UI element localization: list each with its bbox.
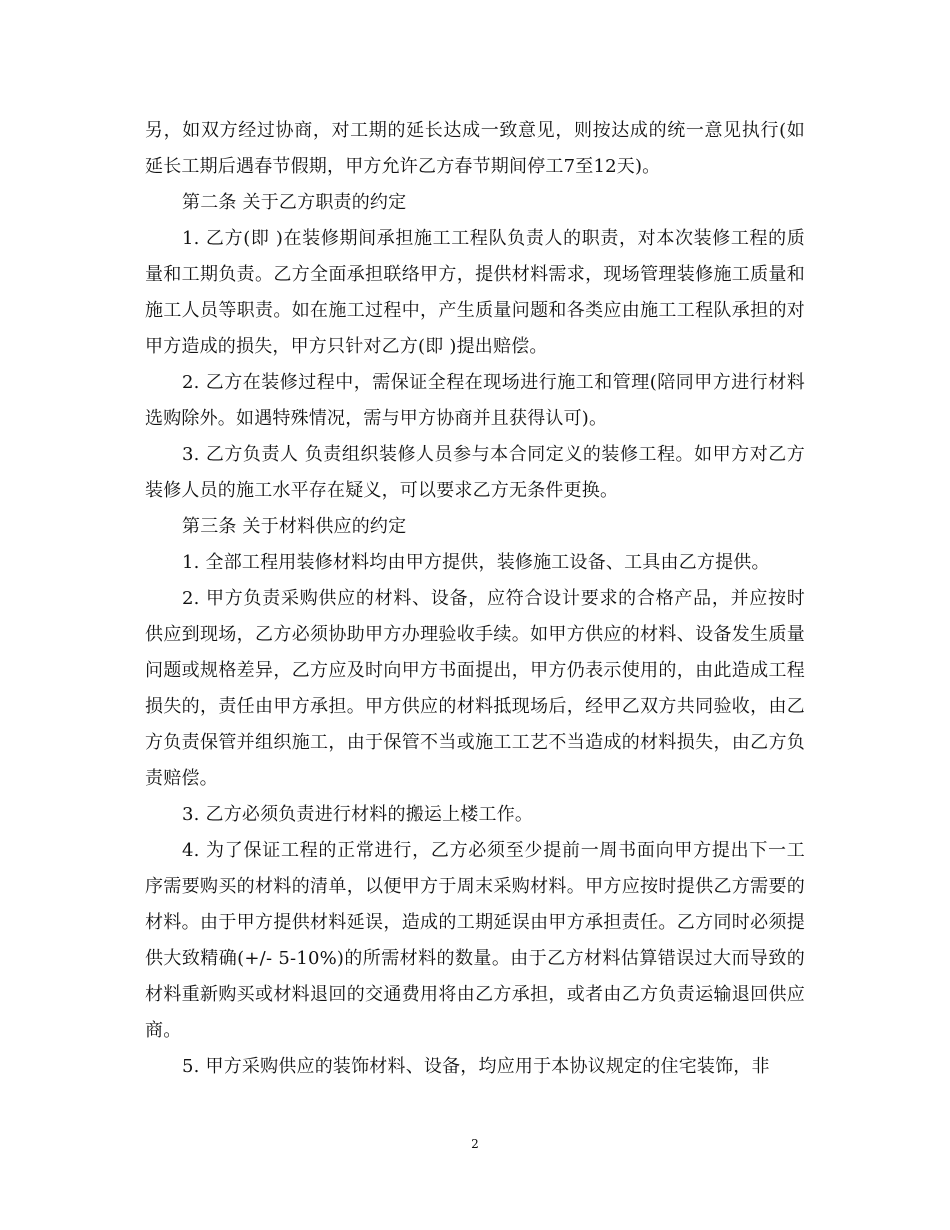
paragraph-continuation: 另，如双方经过协商，对工期的延长达成一致意见，则按达成的统一意见执行(如延长工期后遇春节假期，甲方允许乙方春节期间停工7至12天)。 (145, 120, 805, 177)
clause-3-2: 2. 甲方负责采购供应的材料、设备，应符合设计要求的合格产品，并应按时供应到现场，乙方必须协助甲方办理验收手续。如甲方供应的材料、设备发生质量问题或规格差异，乙方应及时向甲方书面提出，甲方仍表示使用的，由此造成工程损失的，责任由甲方承担。甲方供应的材料抵现场后，经甲乙双方共同验收，由乙方负责保管并组织施工，由于保管不当或施工工艺不当造成的材料损失，由乙方负责赔偿。 (145, 588, 805, 789)
section-heading-article-3: 第三条 关于材料供应的约定 (182, 516, 407, 537)
clause-2-3: 3. 乙方负责人 负责组织装修人员参与本合同定义的装修工程。如甲方对乙方装修人员的施工水平存在疑义，可以要求乙方无条件更换。 (145, 444, 805, 501)
clause-3-1: 1. 全部工程用装修材料均由甲方提供，装修施工设备、工具由乙方提供。 (182, 552, 770, 573)
document-body (145, 113, 805, 1085)
section-heading-article-2: 第二条 关于乙方职责的约定 (182, 192, 407, 213)
clause-3-3: 3. 乙方必须负责进行材料的搬运上楼工作。 (182, 804, 534, 825)
clause-3-4: 4. 为了保证工程的正常进行，乙方必须至少提前一周书面向甲方提出下一工序需要购买的材料的清单，以便甲方于周末采购材料。甲方应按时提供乙方需要的材料。由于甲方提供材料延误，造成的工期延误由甲方承担责任。乙方同时必须提供大致精确(+/- 5-10%)的所需材料的数量。由于乙方材料估算错误过大而导致的材料重新购买或材料退回的交通费用将由乙方承担，或者由乙方负责运输退回供应商。 (145, 840, 805, 1041)
clause-2-2: 2. 乙方在装修过程中，需保证全程在现场进行施工和管理(陪同甲方进行材料选购除外。如遇特殊情况，需与甲方协商并且获得认可)。 (145, 372, 805, 429)
page-number: 2 (471, 1137, 479, 1151)
clause-2-1: 1. 乙方(即 )在装修期间承担施工工程队负责人的职责，对本次装修工程的质量和工期负责。乙方全面承担联络甲方，提供材料需求，现场管理装修施工质量和施工人员等职责。如在施工过程中，产生质量问题和各类应由施工工程队承担的对甲方造成的损失，甲方只针对乙方(即 )提出赔偿。 (145, 228, 805, 357)
clause-3-5: 5. 甲方采购供应的装饰材料、设备，均应用于本协议规定的住宅装饰，非 (182, 1056, 770, 1077)
